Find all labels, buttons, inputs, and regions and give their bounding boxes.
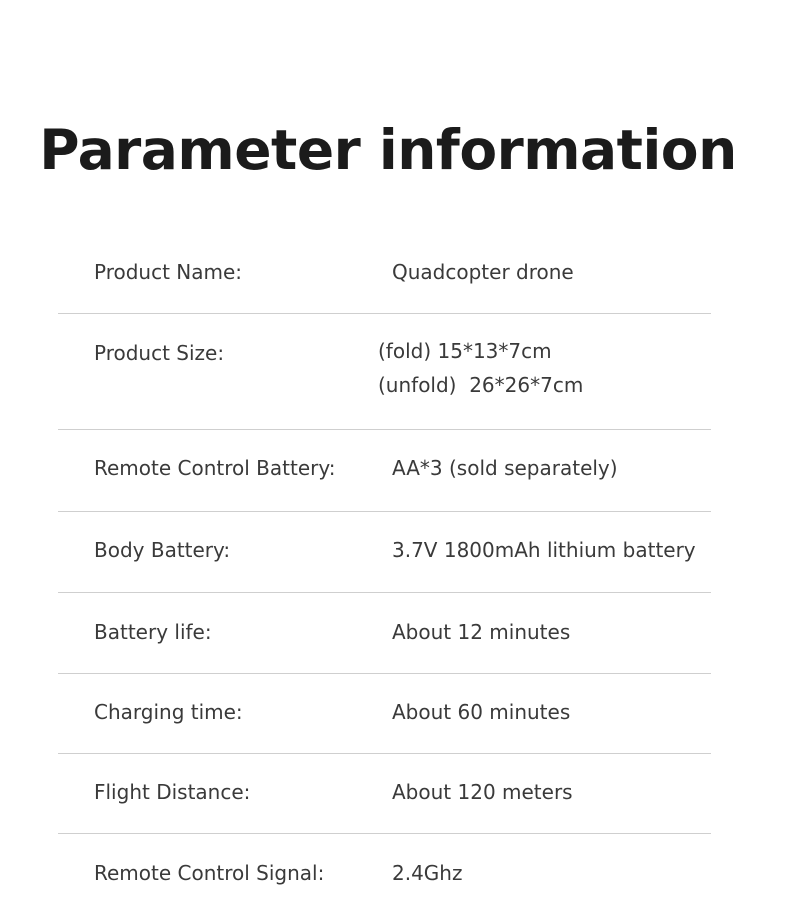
row-label: Remote Control Battery: [94, 456, 336, 480]
row-value: 2.4Ghz [392, 861, 463, 885]
row-label: Battery life: [94, 620, 212, 644]
row-label: Flight Distance: [94, 780, 251, 804]
row-value: Quadcopter drone [392, 260, 574, 284]
row-value: About 60 minutes [392, 700, 571, 724]
row-value-line: (fold) 15*13*7cm [378, 339, 552, 363]
page-title: Parameter information [39, 118, 737, 182]
parameter-table [58, 233, 711, 914]
table-row [58, 233, 711, 314]
row-label: Product Size: [94, 341, 225, 365]
row-label: Remote Control Signal: [94, 861, 325, 885]
table-row [58, 512, 711, 593]
table-row [58, 834, 711, 914]
row-value: AA*3 (sold separately) [392, 456, 618, 480]
row-value [378, 334, 583, 402]
table-row [58, 314, 711, 430]
row-value-line: (unfold) 26*26*7cm [378, 373, 584, 397]
row-label: Body Battery: [94, 538, 231, 562]
table-row [58, 674, 711, 754]
row-value: About 12 minutes [392, 620, 571, 644]
row-label: Charging time: [94, 700, 243, 724]
table-row [58, 593, 711, 674]
row-label: Product Name: [94, 260, 243, 284]
table-row [58, 430, 711, 512]
row-value: 3.7V 1800mAh lithium battery [392, 538, 696, 562]
table-row [58, 754, 711, 834]
row-value: About 120 meters [392, 780, 573, 804]
